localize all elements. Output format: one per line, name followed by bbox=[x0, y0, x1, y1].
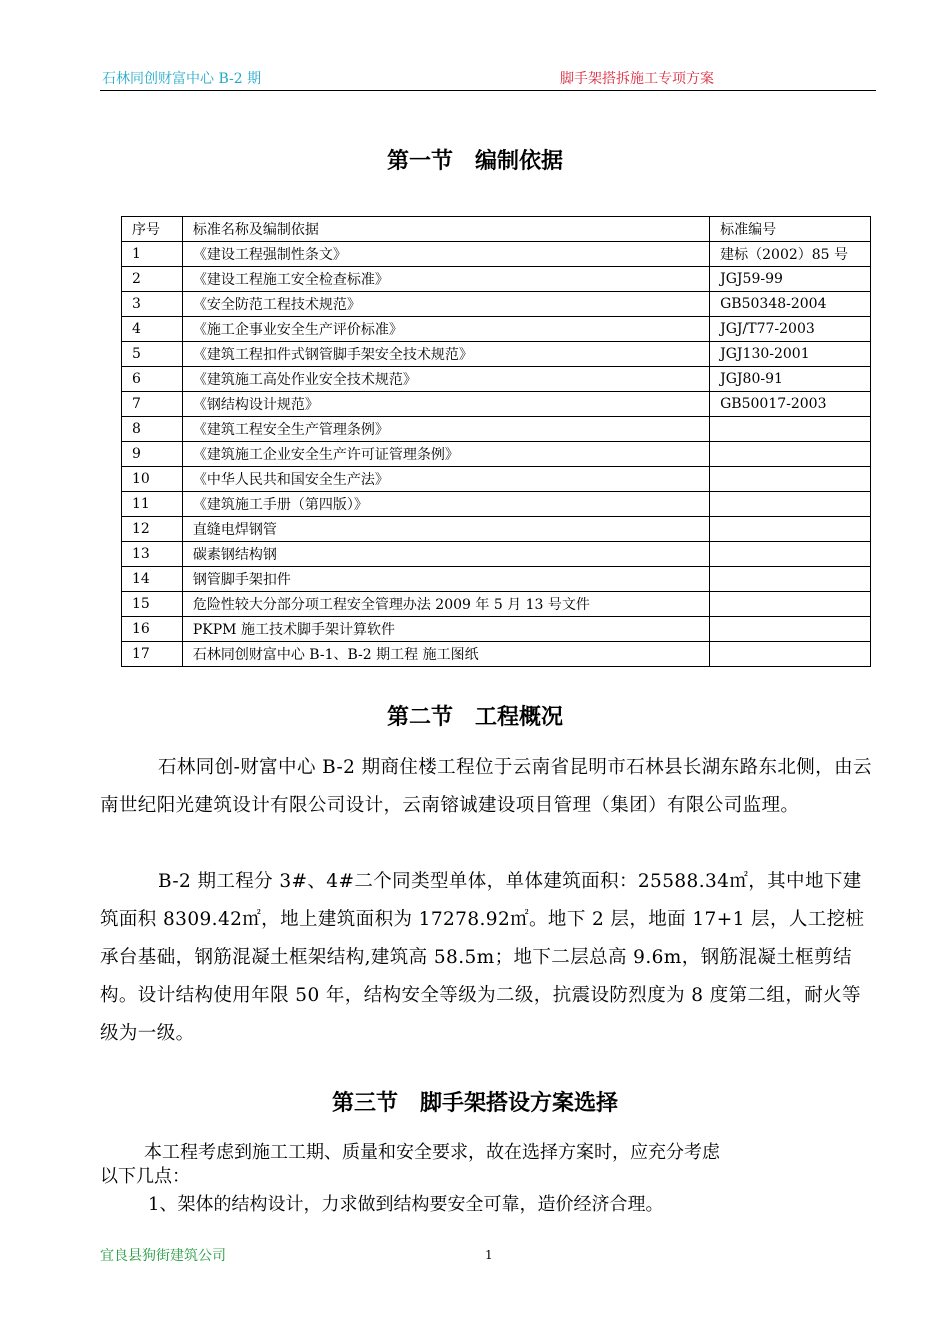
table-header-row bbox=[122, 217, 871, 242]
cell-standard-code bbox=[710, 517, 871, 542]
table-row bbox=[122, 517, 871, 542]
cell-standard-name: 碳素钢结构钢 bbox=[182, 542, 709, 567]
table-row bbox=[122, 542, 871, 567]
page-header bbox=[100, 66, 876, 91]
cell-index: 15 bbox=[122, 592, 183, 617]
cell-index: 5 bbox=[122, 342, 183, 367]
cell-index: 14 bbox=[122, 567, 183, 592]
cell-index: 16 bbox=[122, 617, 183, 642]
table-row bbox=[122, 317, 871, 342]
cell-standard-name: PKPM 施工技术脚手架计算软件 bbox=[182, 617, 709, 642]
header-project-name: 石林同创财富中心 B-2 期 bbox=[102, 71, 262, 87]
cell-standard-name: 《中华人民共和国安全生产法》 bbox=[182, 467, 709, 492]
cell-index: 17 bbox=[122, 642, 183, 667]
footer-company: 宜良县狗街建筑公司 bbox=[100, 1248, 226, 1264]
cell-index: 10 bbox=[122, 467, 183, 492]
header-cell-index: 序号 bbox=[122, 217, 183, 242]
cell-index: 4 bbox=[122, 317, 183, 342]
header-cell-code: 标准编号 bbox=[710, 217, 871, 242]
cell-standard-code bbox=[710, 642, 871, 667]
cell-index: 2 bbox=[122, 267, 183, 292]
cell-standard-code: GB50348-2004 bbox=[710, 292, 871, 317]
table-row bbox=[122, 567, 871, 592]
cell-standard-name: 《建筑施工高处作业安全技术规范》 bbox=[182, 367, 709, 392]
table-row bbox=[122, 592, 871, 617]
table-row bbox=[122, 642, 871, 667]
cell-index: 12 bbox=[122, 517, 183, 542]
cell-standard-code: GB50017-2003 bbox=[710, 392, 871, 417]
cell-index: 3 bbox=[122, 292, 183, 317]
section2-title: 第二节 工程概况 bbox=[386, 705, 563, 730]
cell-standard-name: 《钢结构设计规范》 bbox=[182, 392, 709, 417]
header-cell-name: 标准名称及编制依据 bbox=[182, 217, 709, 242]
cell-standard-code bbox=[710, 617, 871, 642]
cell-standard-name: 石林同创财富中心 B-1、B-2 期工程 施工图纸 bbox=[182, 642, 709, 667]
cell-standard-name: 钢管脚手架扣件 bbox=[182, 567, 709, 592]
table-row bbox=[122, 242, 871, 267]
cell-standard-name: 《施工企事业安全生产评价标准》 bbox=[182, 317, 709, 342]
page-number: 1 bbox=[485, 1248, 493, 1262]
scheme-intro-line1: 本工程考虑到施工工期、质量和安全要求，故在选择方案时，应充分考虑 bbox=[144, 1142, 720, 1163]
scheme-item-1: 1、架体的结构设计，力求做到结构要安全可靠，造价经济合理。 bbox=[148, 1194, 664, 1215]
standards-table bbox=[121, 216, 871, 667]
table-row bbox=[122, 417, 871, 442]
cell-standard-name: 《建筑工程安全生产管理条例》 bbox=[182, 417, 709, 442]
cell-standard-code: JGJ130-2001 bbox=[710, 342, 871, 367]
table-row bbox=[122, 342, 871, 367]
cell-standard-code: JGJ80-91 bbox=[710, 367, 871, 392]
cell-index: 7 bbox=[122, 392, 183, 417]
section1-title: 第一节 编制依据 bbox=[386, 149, 563, 174]
cell-standard-name: 直缝电焊钢管 bbox=[182, 517, 709, 542]
cell-standard-code: 建标（2002）85 号 bbox=[710, 242, 871, 267]
cell-standard-code: JGJ59-99 bbox=[710, 267, 871, 292]
table-row bbox=[122, 467, 871, 492]
table-row bbox=[122, 617, 871, 642]
table-row bbox=[122, 442, 871, 467]
table-row bbox=[122, 392, 871, 417]
cell-index: 9 bbox=[122, 442, 183, 467]
header-document-title: 脚手架搭拆施工专项方案 bbox=[560, 71, 714, 87]
cell-index: 6 bbox=[122, 367, 183, 392]
project-location-paragraph: 石林同创-财富中心 B-2 期商住楼工程位于云南省昆明市石林县长湖东路东北侧，由云南世纪阳光建筑设计有限公司设计，云南镕诚建设项目管理（集团）有限公司监理。 bbox=[100, 757, 872, 816]
cell-standard-name: 《建筑工程扣件式钢管脚手架安全技术规范》 bbox=[182, 342, 709, 367]
cell-standard-code bbox=[710, 467, 871, 492]
cell-standard-name: 《建设工程施工安全检查标准》 bbox=[182, 267, 709, 292]
cell-standard-name: 危险性较大分部分项工程安全管理办法 2009 年 5 月 13 号文件 bbox=[182, 592, 709, 617]
cell-standard-code bbox=[710, 542, 871, 567]
project-scale-paragraph: B-2 期工程分 3#、4#二个同类型单体，单体建筑面积：25588.34㎡，其中地下建筑面积 8309.42㎡，地上建筑面积为 17278.92㎡。地下 2 层，地面 17+1 层，人工挖桩承台基础，钢筋混凝土框架结构,建筑高 58.5m；地下二层总高 9.6m，钢筋混凝土框剪结构。设计结构使用年限 50 年，结构安全等级为二级，抗震设防烈度为 8 度第二组，耐火等级为一级。 bbox=[100, 871, 865, 1044]
cell-standard-code bbox=[710, 492, 871, 517]
cell-standard-name: 《安全防范工程技术规范》 bbox=[182, 292, 709, 317]
cell-standard-code bbox=[710, 442, 871, 467]
cell-standard-code bbox=[710, 567, 871, 592]
cell-standard-name: 《建筑施工手册（第四版）》 bbox=[182, 492, 709, 517]
cell-index: 13 bbox=[122, 542, 183, 567]
cell-index: 11 bbox=[122, 492, 183, 517]
table-row bbox=[122, 267, 871, 292]
section3-title: 第三节 脚手架搭设方案选择 bbox=[331, 1091, 618, 1116]
cell-standard-code: JGJ/T77-2003 bbox=[710, 317, 871, 342]
cell-index: 8 bbox=[122, 417, 183, 442]
cell-standard-name: 《建设工程强制性条文》 bbox=[182, 242, 709, 267]
table-row bbox=[122, 292, 871, 317]
table-row bbox=[122, 492, 871, 517]
cell-index: 1 bbox=[122, 242, 183, 267]
cell-standard-code bbox=[710, 592, 871, 617]
cell-standard-name: 《建筑施工企业安全生产许可证管理条例》 bbox=[182, 442, 709, 467]
table-row bbox=[122, 367, 871, 392]
scheme-intro-line2: 以下几点： bbox=[100, 1166, 190, 1187]
cell-standard-code bbox=[710, 417, 871, 442]
